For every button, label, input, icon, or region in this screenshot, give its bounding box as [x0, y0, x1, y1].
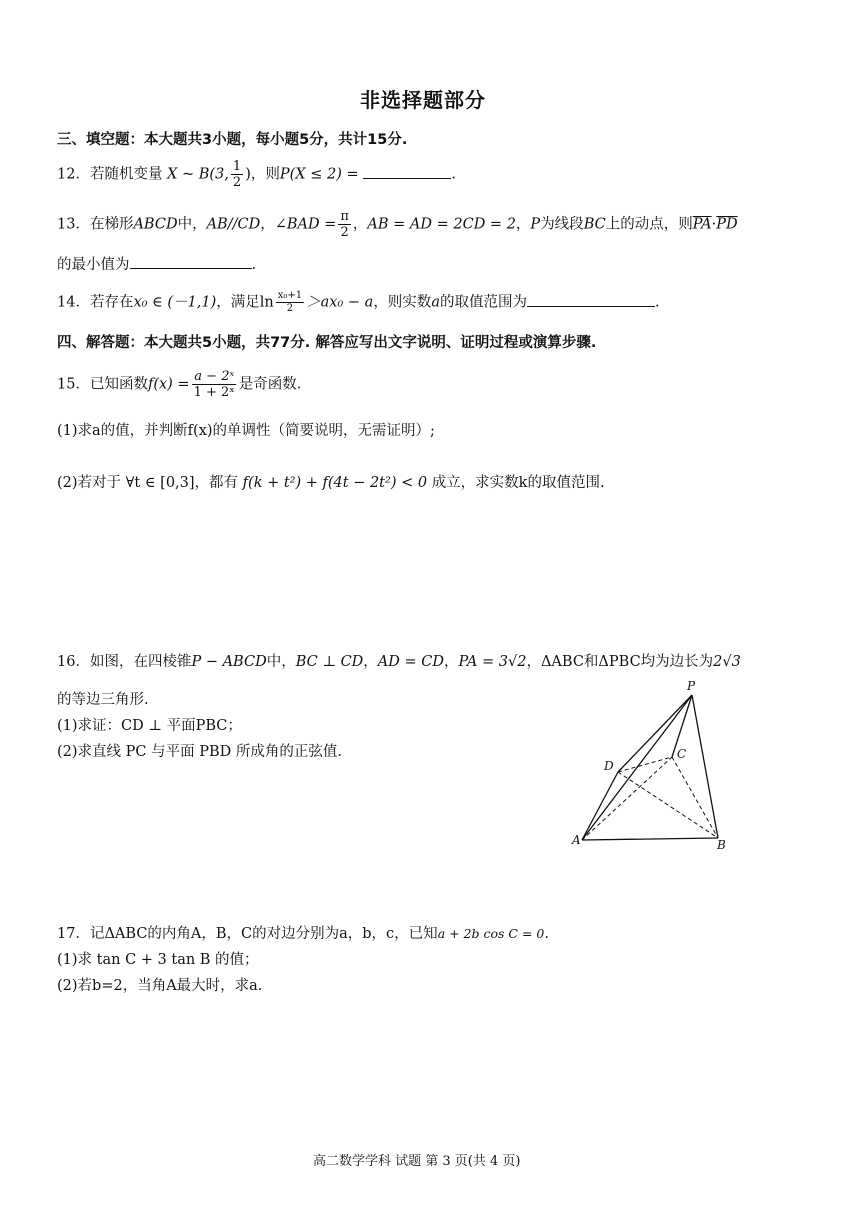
q17-line1-a: 17．记ΔABC的内角A，B，C的对边分别为a，b，c，已知: [57, 926, 438, 942]
q13-frac-num: π: [340, 209, 349, 224]
question-16-part1: (1)求证：CD ⊥ 平面PBC；: [57, 718, 242, 734]
q13-vector-pd: $\overline{PD}$: [716, 216, 738, 233]
question-15: [57, 370, 301, 399]
edge-ad: [582, 772, 618, 840]
question-17-part2: (2)若b=2，当角A最大时，求a.: [57, 978, 263, 994]
q13-abcd: ABCD: [133, 216, 178, 233]
question-17-part1: (1)求 tan C + 3 tan B 的值；: [57, 952, 259, 968]
q12-frac-den: 2: [232, 175, 242, 190]
q13-part7: 上的动点，则: [605, 216, 693, 233]
pyramid-figure: [560, 675, 750, 855]
q14-frac-den: 2: [286, 303, 294, 314]
edge-db: [618, 772, 718, 838]
question-15-part1: (1)求a的值，并判断f(x)的单调性（简要说明，无需证明）;: [57, 423, 435, 439]
q15-sub2-b: 成立，求实数k的取值范围.: [431, 475, 605, 491]
q16-line1-b: 中，: [266, 654, 296, 670]
q12-prob: P(X ≤ 2) =: [279, 166, 359, 183]
question-14: [57, 291, 660, 314]
q17-condition: a + 2b cos C = 0: [437, 926, 545, 941]
q13-part1: 13．在梯形: [57, 216, 134, 233]
question-13: [57, 210, 738, 239]
q14-a: a: [431, 294, 440, 311]
q14-frac-num: x₀+1: [277, 290, 303, 301]
q15-part2: 是奇函数.: [238, 376, 302, 393]
q13-dot: ·: [711, 216, 717, 233]
q14-end: .: [654, 294, 660, 311]
answer-blank-12[interactable]: [363, 164, 451, 179]
page-footer: 高二数学学科 试题 第 3 页(共 4 页): [313, 1154, 521, 1169]
q15-part1: 15．已知函数: [57, 376, 148, 393]
question-16-line2: 的等边三角形.: [57, 692, 149, 708]
answer-blank-14[interactable]: [527, 292, 655, 307]
q12-end: .: [451, 166, 456, 183]
edge-ab: [582, 838, 718, 840]
q13-bc: BC: [583, 216, 606, 233]
q13-eq: AB = AD = 2CD = 2: [367, 216, 516, 233]
q14-part4: 的取值范围为: [439, 294, 527, 311]
q15-fx: f(x) =: [147, 376, 190, 393]
q16-line1-a: 16．如图，在四棱锥: [57, 654, 192, 670]
q13-parallel: AB//CD: [206, 216, 261, 233]
q15-fraction: [192, 370, 237, 399]
q15-sub2-expr: f(k + t²) + f(4t − 2t²) < 0: [242, 475, 428, 491]
q13-part4: ，: [352, 216, 368, 233]
q13-part6: 为线段: [540, 216, 584, 233]
q13-part3: ，: [260, 216, 275, 233]
q14-fraction: [276, 291, 304, 314]
q12-close: )，则: [245, 166, 280, 183]
question-17: [57, 924, 549, 944]
q13-end: .: [251, 257, 257, 273]
question-16: [57, 652, 741, 672]
question-16-part2: (2)求直线 PC 与平面 PBD 所成角的正弦值.: [57, 744, 342, 760]
answer-blank-13[interactable]: [130, 254, 252, 269]
section-heading-fill-in: 三、填空题：本大题共3小题，每小题5分，共计15分.: [57, 132, 408, 148]
page-title: 非选择题部分: [360, 88, 486, 112]
q16-pyramid: P − ABCD: [191, 654, 267, 670]
q13-frac-den: 2: [340, 225, 349, 240]
label-d: D: [604, 759, 614, 773]
q12-fraction: [231, 160, 243, 189]
q16-c2: ，: [443, 654, 459, 670]
q16-side: 2√3: [713, 654, 741, 670]
question-13-line2: [57, 254, 256, 275]
q17-line1-b: .: [544, 926, 549, 942]
q16-triangles: ΔABC和ΔPBC均为边长为: [540, 654, 714, 670]
q12-prefix: 12．若随机变量: [57, 166, 163, 183]
question-15-part2: [57, 473, 605, 493]
question-12: [57, 160, 456, 189]
q13-fraction: [338, 210, 351, 239]
q15-frac-den: 1 + 2ˣ: [193, 385, 235, 400]
edge-pa: [582, 695, 692, 840]
q13-part5: ，: [515, 216, 531, 233]
q16-perp: BC ⊥ CD: [295, 654, 364, 670]
q16-pa: PA = 3√2: [458, 654, 527, 670]
label-p: P: [687, 679, 696, 693]
section-heading-solutions: 四、解答题：本大题共5小题，共77分. 解答应写出文字说明、证明过程或演算步骤.: [57, 335, 597, 351]
label-c: C: [677, 747, 687, 761]
q14-part2: ，满足: [216, 294, 260, 311]
label-a: A: [572, 833, 581, 847]
q15-frac-num: a − 2ˣ: [194, 369, 235, 384]
q14-ln: ln: [259, 294, 274, 311]
q13-line2: 的最小值为: [57, 257, 130, 273]
q13-vector-pa: $\overline{PA}$: [692, 216, 712, 233]
q14-inequality: ＞ax₀ − a: [306, 294, 374, 311]
q14-part3: ，则实数: [373, 294, 432, 311]
q14-condition: x₀ ∈ (－1,1): [133, 294, 217, 311]
q16-c3: ，: [526, 654, 541, 670]
label-b: B: [717, 838, 726, 852]
q13-angle: ∠BAD =: [274, 216, 337, 233]
q12-dist: X ~ B(3,: [167, 166, 229, 183]
q13-part2: 中，: [177, 216, 207, 233]
q15-sub2-a: (2)若对于 ∀t ∈ [0,3]，都有: [57, 475, 239, 491]
q16-ad-cd: AD = CD: [377, 654, 444, 670]
q14-part1: 14．若存在: [57, 294, 134, 311]
edge-pb: [692, 695, 718, 838]
q13-p: P: [530, 216, 541, 233]
q16-c1: ，: [363, 654, 378, 670]
q12-frac-num: 1: [232, 159, 242, 174]
